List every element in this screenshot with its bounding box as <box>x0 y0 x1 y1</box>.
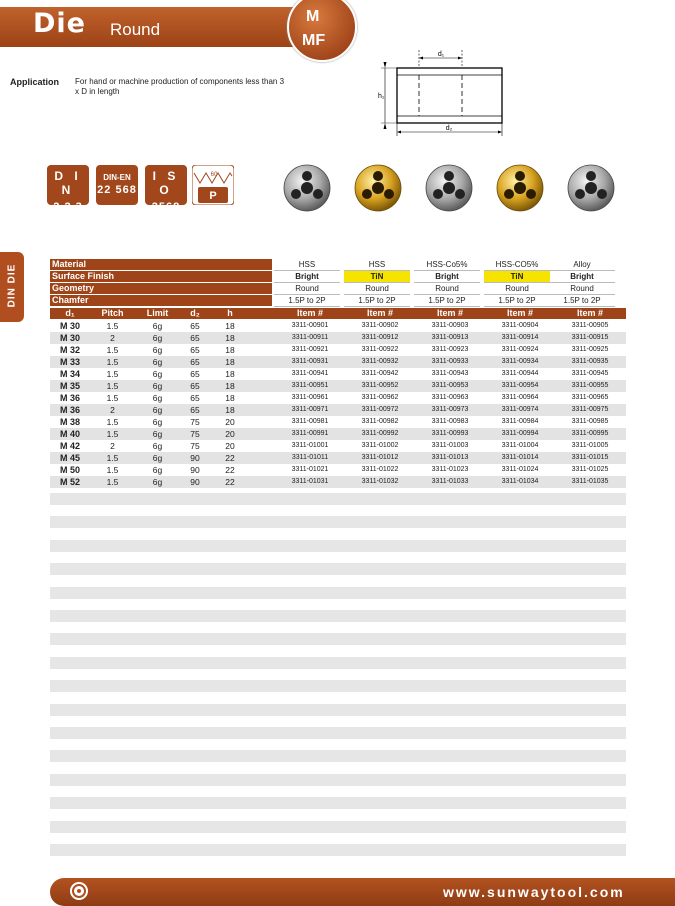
side-section-tab <box>0 252 24 322</box>
item-number-cell: 3311-00941 <box>291 370 329 377</box>
spec-value: Bright <box>274 271 340 283</box>
table-cell: 18 <box>225 345 235 355</box>
item-number-cell: 3311-01024 <box>501 466 539 473</box>
item-number-cell: 3311-00994 <box>501 430 539 437</box>
spec-value: Round <box>414 283 480 295</box>
spec-label: Geometry <box>50 283 272 294</box>
item-number-cell: 3311-01033 <box>431 478 469 485</box>
standard-din-badge <box>47 165 89 213</box>
table-cell: 65 <box>190 381 200 391</box>
thread-size-cell: M 45 <box>59 453 80 463</box>
table-cell: 6g <box>152 441 163 451</box>
d2-label: d₂ <box>445 125 453 132</box>
table-cell: 1.5 <box>106 477 119 487</box>
item-number-cell: 3311-01013 <box>431 454 469 461</box>
table-row <box>50 368 626 380</box>
spec-value: Round <box>549 283 615 295</box>
table-row <box>50 392 626 404</box>
spec-value: HSS <box>344 259 410 271</box>
spec-value: Alloy <box>549 259 615 271</box>
item-number-cell: 3311-00932 <box>361 358 399 365</box>
empty-table-stripe <box>50 844 626 856</box>
item-number-cell: 3311-00971 <box>291 406 329 413</box>
item-number-cell: 3311-00942 <box>361 370 399 377</box>
item-number-cell: 3311-00945 <box>571 370 609 377</box>
table-cell: 65 <box>190 321 200 331</box>
item-number-cell: 3311-00903 <box>431 322 469 329</box>
table-cell: 65 <box>190 357 200 367</box>
item-number-cell: 3311-00904 <box>501 322 539 329</box>
item-number-cell: 3311-00981 <box>291 418 329 425</box>
item-number-cell: 3311-00921 <box>291 346 329 353</box>
table-row <box>50 440 626 452</box>
column-header: d₂ <box>190 308 200 318</box>
item-number-cell: 3311-00925 <box>571 346 609 353</box>
item-number-cell: 3311-00975 <box>571 406 609 413</box>
column-header: Item # <box>506 308 533 318</box>
application-label: Application <box>10 77 59 87</box>
empty-table-stripe <box>50 540 626 552</box>
thread-type-badge <box>287 0 357 62</box>
column-header: Pitch <box>101 308 124 318</box>
thread-size-cell: M 30 <box>59 321 80 331</box>
thread-size-cell: M 30 <box>59 333 80 343</box>
item-number-cell: 3311-00973 <box>431 406 469 413</box>
table-cell: 2 <box>110 405 115 415</box>
table-cell: 1.5 <box>106 417 119 427</box>
table-cell: 6g <box>152 393 163 403</box>
spec-value: TiN <box>344 271 410 283</box>
spec-value: 1.5P to 2P <box>274 295 340 307</box>
table-cell: 6g <box>152 405 163 415</box>
item-number-cell: 3311-00923 <box>431 346 469 353</box>
item-number-cell: 3311-01025 <box>571 466 609 473</box>
empty-table-stripe <box>50 750 626 762</box>
item-number-cell: 3311-00964 <box>501 394 539 401</box>
table-cell: 1.5 <box>106 345 119 355</box>
column-header: d₁ <box>65 308 75 318</box>
empty-table-stripe <box>50 821 626 833</box>
die-image-alloy <box>568 165 614 211</box>
item-number-cell: 3311-01005 <box>571 442 609 449</box>
empty-table-stripe <box>50 633 626 645</box>
item-number-cell: 3311-00955 <box>571 382 609 389</box>
badge-line-1: M <box>306 8 320 25</box>
table-header-row <box>50 308 626 319</box>
thread-size-cell: M 35 <box>59 381 80 391</box>
spec-value: Bright <box>549 271 615 283</box>
table-cell: 1.5 <box>106 429 119 439</box>
item-number-cell: 3311-00931 <box>291 358 329 365</box>
spec-label: Chamfer <box>50 295 272 306</box>
table-row <box>50 356 626 368</box>
table-cell: 6g <box>152 465 163 475</box>
spec-value: HSS <box>274 259 340 271</box>
table-cell: 75 <box>190 441 200 451</box>
item-number-cell: 3311-00953 <box>431 382 469 389</box>
table-cell: 6g <box>152 369 163 379</box>
thread-profile-letter: P <box>209 190 217 202</box>
table-cell: 18 <box>225 405 235 415</box>
item-number-cell: 3311-01002 <box>361 442 399 449</box>
table-row <box>50 380 626 392</box>
table-cell: 65 <box>190 333 200 343</box>
thread-size-cell: M 34 <box>59 369 80 379</box>
column-header: Item # <box>296 308 323 318</box>
item-number-cell: 3311-01012 <box>361 454 399 461</box>
item-number-cell: 3311-00983 <box>431 418 469 425</box>
page-title: Die <box>33 8 86 39</box>
item-number-cell: 3311-00915 <box>571 334 609 341</box>
company-logo-icon <box>69 881 89 901</box>
table-cell: 1.5 <box>106 321 119 331</box>
standard-iso-number: 2568 <box>151 201 181 213</box>
item-number-cell: 3311-00985 <box>571 418 609 425</box>
standard-din-en-badge <box>96 165 138 205</box>
table-cell: 18 <box>225 357 235 367</box>
item-number-cell: 3311-01003 <box>431 442 469 449</box>
item-number-cell: 3311-00913 <box>431 334 469 341</box>
spec-value: 1.5P to 2P <box>344 295 410 307</box>
table-cell: 1.5 <box>106 465 119 475</box>
table-cell: 6g <box>152 381 163 391</box>
item-number-cell: 3311-00952 <box>361 382 399 389</box>
table-cell: 90 <box>190 465 200 475</box>
table-row <box>50 452 626 464</box>
table-cell: 18 <box>225 333 235 343</box>
table-cell: 1.5 <box>106 369 119 379</box>
table-cell: 20 <box>225 429 235 439</box>
item-number-cell: 3311-00901 <box>291 322 329 329</box>
thread-size-cell: M 50 <box>59 465 80 475</box>
table-cell: 20 <box>225 417 235 427</box>
item-number-cell: 3311-01001 <box>291 442 329 449</box>
item-number-cell: 3311-00943 <box>431 370 469 377</box>
d1-label: d₁ <box>437 51 445 58</box>
item-number-cell: 3311-00991 <box>291 430 329 437</box>
empty-table-stripe <box>50 516 626 528</box>
empty-table-stripe <box>50 610 626 622</box>
item-number-cell: 3311-01004 <box>501 442 539 449</box>
item-number-cell: 3311-00963 <box>431 394 469 401</box>
table-row <box>50 476 626 488</box>
spec-label: Surface Finish <box>50 271 272 282</box>
item-number-cell: 3311-00972 <box>361 406 399 413</box>
spec-value: Bright <box>414 271 480 283</box>
item-number-cell: 3311-00974 <box>501 406 539 413</box>
thread-size-cell: M 32 <box>59 345 80 355</box>
item-number-cell: 3311-01022 <box>361 466 399 473</box>
standard-iso-badge <box>145 165 187 213</box>
thread-size-cell: M 52 <box>59 477 80 487</box>
die-product-images <box>282 163 622 213</box>
standard-iso-title: I S O <box>152 169 180 197</box>
item-number-cell: 3311-00951 <box>291 382 329 389</box>
spec-row <box>50 271 626 283</box>
table-row <box>50 320 626 332</box>
item-number-cell: 3311-00924 <box>501 346 539 353</box>
item-number-cell: 3311-01035 <box>571 478 609 485</box>
item-number-cell: 3311-00911 <box>291 334 329 341</box>
thread-size-cell: M 42 <box>59 441 80 451</box>
thread-angle: 60 <box>210 172 218 178</box>
empty-table-stripe <box>50 774 626 786</box>
item-number-cell: 3311-00934 <box>501 358 539 365</box>
table-cell: 18 <box>225 369 235 379</box>
item-number-cell: 3311-00984 <box>501 418 539 425</box>
empty-table-stripe <box>50 657 626 669</box>
side-section-label: DIN DIE <box>6 263 18 308</box>
footer-website[interactable]: www.sunwaytool.com <box>443 884 625 900</box>
standard-din-en-number: 22 568 <box>97 184 137 196</box>
table-cell: 65 <box>190 393 200 403</box>
standard-din-en-title: DIN-EN <box>103 173 131 182</box>
empty-table-stripe <box>50 493 626 505</box>
table-row <box>50 428 626 440</box>
table-cell: 75 <box>190 417 200 427</box>
standard-din-number: 2 2 3 <box>53 201 83 213</box>
empty-table-stripe <box>50 680 626 692</box>
item-number-cell: 3311-01015 <box>571 454 609 461</box>
item-number-cell: 3311-00993 <box>431 430 469 437</box>
spec-value: Round <box>344 283 410 295</box>
spec-row <box>50 283 626 295</box>
table-cell: 6g <box>152 321 163 331</box>
table-row <box>50 416 626 428</box>
spec-value: HSS-CO5% <box>484 259 550 271</box>
table-cell: 90 <box>190 477 200 487</box>
table-cell: 6g <box>152 477 163 487</box>
table-cell: 65 <box>190 345 200 355</box>
table-cell: 65 <box>190 405 200 415</box>
thread-profile-icon <box>192 165 234 205</box>
empty-table-stripe <box>50 727 626 739</box>
spec-value: TiN <box>484 271 550 283</box>
table-cell: 75 <box>190 429 200 439</box>
item-number-cell: 3311-01011 <box>291 454 329 461</box>
page-subtitle: Round <box>110 20 161 39</box>
spec-value: 1.5P to 2P <box>484 295 550 307</box>
application-text: For hand or machine production of components less than 3 x D in length <box>75 77 285 96</box>
item-number-cell: 3311-01021 <box>291 466 329 473</box>
table-cell: 22 <box>225 477 235 487</box>
column-header: Limit <box>146 308 169 318</box>
item-number-cell: 3311-00992 <box>361 430 399 437</box>
spec-value: Round <box>484 283 550 295</box>
item-number-cell: 3311-00962 <box>361 394 399 401</box>
table-cell: 22 <box>225 453 235 463</box>
item-number-cell: 3311-00954 <box>501 382 539 389</box>
empty-table-stripe <box>50 797 626 809</box>
thread-size-cell: M 40 <box>59 429 80 439</box>
spec-label: Material <box>50 259 272 270</box>
table-row <box>50 404 626 416</box>
empty-table-stripe <box>50 587 626 599</box>
table-row <box>50 332 626 344</box>
thread-size-cell: M 36 <box>59 405 80 415</box>
table-cell: 1.5 <box>106 357 119 367</box>
thread-size-cell: M 36 <box>59 393 80 403</box>
item-number-cell: 3311-00995 <box>571 430 609 437</box>
table-cell: 6g <box>152 357 163 367</box>
item-number-cell: 3311-01023 <box>431 466 469 473</box>
spec-row <box>50 259 626 271</box>
item-number-cell: 3311-01032 <box>361 478 399 485</box>
item-number-cell: 3311-00905 <box>571 322 609 329</box>
table-cell: 22 <box>225 465 235 475</box>
item-number-cell: 3311-00914 <box>501 334 539 341</box>
die-image-hss-co5-tin <box>497 165 543 211</box>
table-row <box>50 344 626 356</box>
die-dimension-drawing <box>377 50 517 145</box>
item-number-cell: 3311-00902 <box>361 322 399 329</box>
spec-value: 1.5P to 2P <box>549 295 615 307</box>
column-header: h <box>227 308 233 318</box>
table-cell: 6g <box>152 417 163 427</box>
item-number-cell: 3311-01034 <box>501 478 539 485</box>
table-row <box>50 464 626 476</box>
item-number-cell: 3311-00961 <box>291 394 329 401</box>
spec-value: Round <box>274 283 340 295</box>
table-cell: 6g <box>152 345 163 355</box>
column-header: Item # <box>576 308 603 318</box>
thread-size-cell: M 33 <box>59 357 80 367</box>
standard-din-title: D I N <box>54 169 82 197</box>
table-cell: 6g <box>152 453 163 463</box>
spec-value: HSS-Co5% <box>414 259 480 271</box>
item-number-cell: 3311-00982 <box>361 418 399 425</box>
table-cell: 1.5 <box>106 453 119 463</box>
thread-size-cell: M 38 <box>59 417 80 427</box>
table-cell: 1.5 <box>106 381 119 391</box>
table-cell: 90 <box>190 453 200 463</box>
item-number-cell: 3311-01014 <box>501 454 539 461</box>
item-number-cell: 3311-00944 <box>501 370 539 377</box>
spec-row <box>50 295 626 307</box>
item-number-cell: 3311-00922 <box>361 346 399 353</box>
item-number-cell: 3311-00912 <box>361 334 399 341</box>
table-cell: 2 <box>110 333 115 343</box>
die-image-hss-tin <box>355 165 401 211</box>
table-cell: 1.5 <box>106 393 119 403</box>
table-cell: 18 <box>225 393 235 403</box>
table-cell: 20 <box>225 441 235 451</box>
table-cell: 65 <box>190 369 200 379</box>
table-cell: 6g <box>152 333 163 343</box>
item-number-cell: 3311-00965 <box>571 394 609 401</box>
column-header: Item # <box>366 308 393 318</box>
die-image-hss <box>284 165 330 211</box>
die-image-hss-co5 <box>426 165 472 211</box>
item-number-cell: 3311-00935 <box>571 358 609 365</box>
spec-value: 1.5P to 2P <box>414 295 480 307</box>
empty-table-stripe <box>50 704 626 716</box>
empty-table-stripe <box>50 563 626 575</box>
table-cell: 6g <box>152 429 163 439</box>
column-header: Item # <box>436 308 463 318</box>
item-number-cell: 3311-00933 <box>431 358 469 365</box>
table-cell: 2 <box>110 441 115 451</box>
table-cell: 18 <box>225 381 235 391</box>
h-label: h₁ <box>378 93 385 100</box>
table-cell: 18 <box>225 321 235 331</box>
item-number-cell: 3311-01031 <box>291 478 329 485</box>
badge-line-2: MF <box>302 32 326 49</box>
